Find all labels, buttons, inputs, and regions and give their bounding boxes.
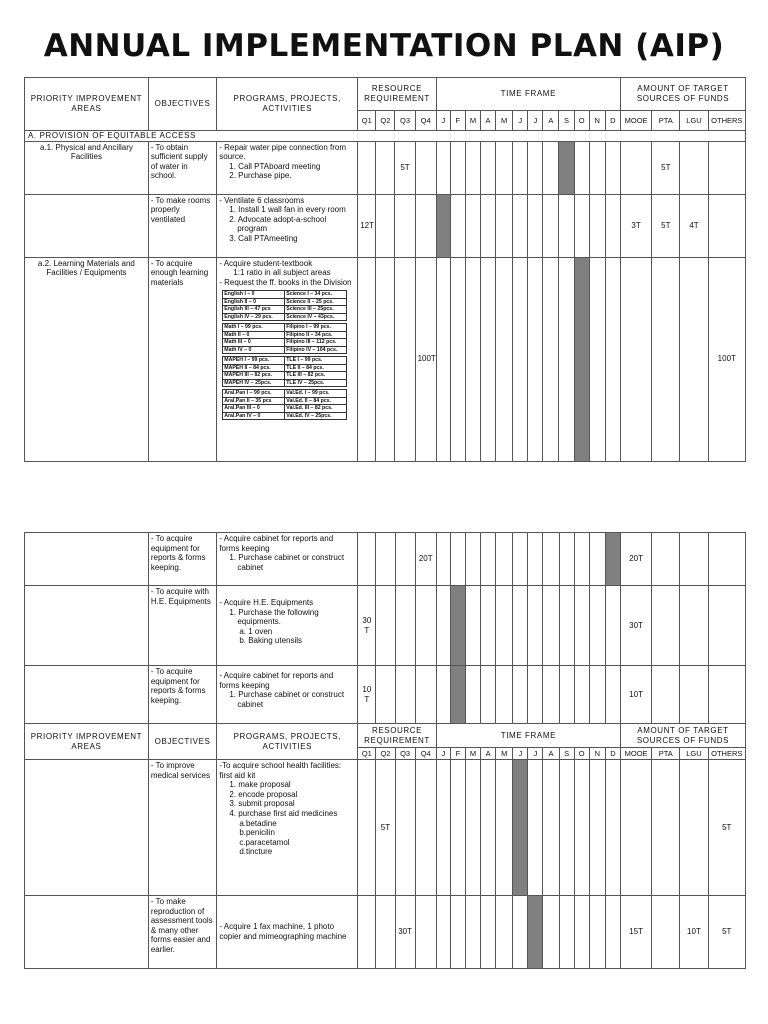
program-cell: [217, 141, 358, 194]
book-quantity: 99 pcs.: [245, 324, 263, 331]
book-entry: MAPEH IV – 25pcs.: [223, 379, 285, 387]
book-subject: Val.Ed. II: [286, 397, 308, 404]
book-entry: Math II – 0: [223, 331, 285, 339]
program-line: - Request the ff. books in the Division: [219, 277, 352, 287]
book-quantity: 99 pcs.: [311, 390, 330, 397]
program-step: 3. Call PTAmeeting: [229, 233, 298, 243]
book-entry: Val.Ed. III – 82 pcs.: [285, 405, 347, 413]
book-subject: English I: [224, 291, 246, 298]
book-entry: Filipino I – 99 pcs.: [285, 324, 347, 332]
month-label: N: [589, 111, 605, 131]
program-line: - Acquire 1 fax machine, 1 photo copier and mimeographing machine: [219, 922, 347, 941]
book-entry: MAPEH II – 84 pcs.: [223, 364, 285, 372]
book-quantity: 25pcs.: [317, 306, 334, 313]
objective-cell: - To make rooms properly ventilated: [148, 194, 216, 257]
book-subject: TLE IV: [286, 379, 303, 386]
others-value: 5T: [708, 760, 745, 896]
program-cell: [217, 586, 358, 666]
book-subject: Aral.Pan III: [224, 405, 252, 412]
source-label: OTHERS: [708, 111, 745, 131]
quarter-label: Q1: [358, 748, 376, 760]
book-quantity: 0: [256, 405, 260, 412]
timeframe-bar: [559, 141, 574, 194]
book-entry: Science II – 25 pcs.: [285, 298, 347, 306]
book-subject: Aral.Pan II: [224, 397, 250, 404]
mooe-value: 15T: [620, 896, 651, 969]
area-cell: a.2. Learning Materials and Facilities / Equipments: [25, 257, 149, 461]
lgu-value: 10T: [680, 896, 708, 969]
book-quantity: 0: [247, 339, 251, 346]
header-funds: AMOUNT OF TARGET SOURCES OF FUNDS: [621, 78, 746, 111]
objective-cell: - To improve medical services: [148, 760, 216, 896]
month-label: J: [528, 111, 543, 131]
book-row: [223, 324, 347, 332]
book-subject: Math II: [224, 331, 241, 338]
aip-table-2: [24, 532, 746, 969]
month-label: F: [450, 111, 465, 131]
month-label: A: [480, 111, 495, 131]
book-quantity: 34 pcs.: [314, 291, 333, 298]
table-row: [25, 194, 746, 257]
program-substep: d.tincture: [239, 847, 273, 857]
book-quantity: 34 pcs.: [314, 331, 333, 338]
book-entry: English I – 0: [223, 291, 285, 299]
program-line: - Acquire cabinet for reports and forms keeping: [219, 671, 334, 690]
month-label: M: [496, 111, 513, 131]
book-subject: English IV: [224, 313, 250, 320]
program-step: 4. purchase first aid medicines: [229, 808, 338, 818]
book-entry: Filipino IV – 104 pcs.: [285, 346, 347, 354]
book-row: [223, 306, 347, 314]
book-subject: Filipino IV: [286, 346, 312, 353]
source-label: MOOE: [621, 111, 652, 131]
book-quantity: 47 pcs: [254, 306, 271, 313]
program-step: 3. submit proposal: [229, 799, 295, 809]
book-subject: Math I: [224, 324, 240, 331]
others-value: 5T: [708, 896, 745, 969]
objective-cell: - To acquire equipment for reports & forms keeping.: [148, 666, 216, 724]
program-cell: [217, 760, 358, 896]
mooe-value: 20T: [620, 533, 651, 586]
program-substep: a. 1 oven: [239, 626, 273, 636]
book-row: [223, 298, 347, 306]
books-table: [222, 290, 347, 420]
header-resource: RESOURCE REQUIREMENT: [358, 724, 437, 748]
book-quantity: 82 pcs.: [314, 405, 333, 412]
program-substep: b. Baking utensils: [239, 636, 303, 646]
book-quantity: 82 pcs.: [307, 372, 326, 379]
program-cell: [217, 666, 358, 724]
mooe-value: 3T: [621, 194, 652, 257]
book-entry: MAPEH I – 99 pcs.: [223, 357, 285, 365]
book-quantity: 104 pcs.: [316, 346, 338, 353]
timeframe-bar: [450, 666, 465, 724]
quarter-label: Q4: [415, 748, 436, 760]
book-quantity: 0: [257, 412, 261, 419]
book-subject: TLE II: [286, 364, 301, 371]
book-quantity: 99 pcs.: [251, 357, 270, 364]
book-row: [223, 364, 347, 372]
book-entry: MAPEH III – 82 pcs.: [223, 372, 285, 380]
book-entry: TLE I – 99 pcs.: [285, 357, 347, 365]
program-step: 1. Call PTAboard meeting: [229, 161, 321, 171]
book-subject: English II: [224, 298, 248, 305]
book-entry: Aral.Pan I – 99 pcs.: [223, 390, 285, 398]
book-subject: Science III: [286, 306, 312, 313]
program-cell: [217, 896, 358, 969]
book-row: [223, 412, 347, 420]
book-quantity: 43pcs.: [318, 313, 335, 320]
book-quantity: 99 pcs.: [304, 357, 323, 364]
q1-value: 12T: [358, 194, 376, 257]
lgu-value: 4T: [680, 194, 708, 257]
month-label: A: [481, 748, 496, 760]
source-label: OTHERS: [708, 748, 745, 760]
book-quantity: 25pcs.: [308, 379, 325, 386]
timeframe-bar: [528, 896, 543, 969]
objective-cell: - To acquire enough learning materials: [148, 257, 216, 461]
book-entry: Val.Ed. IV – 25pcs.: [285, 412, 347, 420]
quarter-label: Q2: [376, 748, 395, 760]
area-cell: a.1. Physical and Ancillary Facilities: [25, 141, 149, 194]
header-objectives: OBJECTIVES: [148, 724, 216, 760]
quarter-label: Q3: [395, 111, 415, 131]
page-title: ANNUAL IMPLEMENTATION PLAN (AIP): [43, 28, 725, 64]
book-row: [223, 346, 347, 354]
book-quantity: 99 pcs.: [313, 324, 331, 331]
program-step: 1. Purchase cabinet or construct cabinet: [229, 553, 345, 572]
book-quantity: 84 pcs.: [253, 364, 271, 371]
quarter-label: Q3: [395, 748, 415, 760]
book-subject: Filipino III: [286, 339, 311, 346]
header-areas: PRIORITY IMPROVEMENT AREAS: [25, 724, 149, 760]
book-quantity: 0: [253, 298, 256, 305]
q3-value: 5T: [395, 141, 415, 194]
month-label: J: [528, 748, 543, 760]
book-row: [223, 372, 347, 380]
book-entry: Science III – 25pcs.: [285, 306, 347, 314]
book-subject: Science IV: [286, 313, 313, 320]
book-subject: Filipino I: [286, 324, 308, 331]
book-quantity: 25 pcs.: [315, 298, 334, 305]
book-entry: Aral.Pan IV – 0: [223, 412, 285, 420]
book-row: [223, 313, 347, 321]
book-quantity: 84 pcs.: [313, 397, 331, 404]
quarter-label: Q1: [358, 111, 376, 131]
book-row: [223, 390, 347, 398]
month-label: A: [543, 748, 559, 760]
book-entry: Aral.Pan II – 35 pcs: [223, 397, 285, 405]
book-subject: Aral.Pan I: [224, 390, 249, 397]
book-subject: Val.Ed. III: [286, 405, 310, 412]
book-quantity: 0: [251, 291, 255, 298]
timeframe-bar: [574, 257, 589, 461]
header-timeframe: TIME FRAME: [436, 724, 620, 748]
book-subject: Aral.Pan IV: [224, 412, 252, 419]
book-subject: Math IV: [224, 346, 243, 353]
book-entry: Filipino III – 112 pcs.: [285, 339, 347, 347]
timeframe-bar: [450, 586, 465, 666]
month-label: O: [574, 748, 589, 760]
source-label: LGU: [680, 748, 708, 760]
timeframe-bar: [605, 533, 620, 586]
program-line: - Acquire student-textbook: [219, 258, 313, 268]
mooe-value: 30T: [620, 586, 651, 666]
program-line: -To acquire school health facilities: first aid kit: [219, 761, 342, 780]
book-subject: English III: [224, 306, 249, 313]
program-step: 1. Purchase the following equipments.: [229, 607, 319, 627]
book-entry: Filipino II – 34 pcs.: [285, 331, 347, 339]
q4-value: 20T: [415, 533, 436, 586]
program-cell: [217, 194, 358, 257]
book-entry: Science I – 34 pcs.: [285, 291, 347, 299]
table-row: [25, 666, 746, 724]
book-subject: MAPEH II: [224, 364, 248, 371]
book-quantity: 0: [248, 346, 252, 353]
program-cell: [217, 257, 358, 461]
book-subject: Val.Ed. I: [286, 390, 307, 397]
month-label: J: [513, 748, 528, 760]
month-label: J: [436, 111, 450, 131]
book-subject: MAPEH III: [224, 372, 249, 379]
source-label: PTA: [652, 748, 680, 760]
table-row: [25, 760, 746, 896]
program-line: 1:1 ratio in all subject areas: [233, 268, 331, 278]
month-label: J: [513, 111, 528, 131]
book-row: [223, 379, 347, 387]
table-row: [25, 257, 746, 461]
book-row: [223, 405, 347, 413]
mooe-value: 10T: [620, 666, 651, 724]
book-quantity: 25pcs.: [255, 379, 272, 386]
month-label: O: [574, 111, 589, 131]
book-quantity: 84 pcs.: [306, 364, 324, 371]
book-entry: Math IV – 0: [223, 346, 285, 354]
objective-cell: - To acquire with H.E. Equipments: [148, 586, 216, 666]
book-subject: Science II: [286, 298, 311, 305]
book-subject: Filipino II: [286, 331, 310, 338]
header-timeframe: TIME FRAME: [436, 78, 620, 111]
program-step: 1. make proposal: [229, 780, 291, 790]
month-label: J: [436, 748, 450, 760]
program-step: 2. Purchase pipe.: [229, 171, 292, 181]
program-substep: b.penicilin: [239, 828, 275, 838]
q2-value: 5T: [376, 760, 395, 896]
q4-value: 100T: [415, 257, 436, 461]
source-label: MOOE: [620, 748, 651, 760]
month-label: A: [543, 111, 559, 131]
timeframe-bar: [436, 194, 450, 257]
book-entry: Science IV – 43pcs.: [285, 313, 347, 321]
book-subject: Val.Ed. IV: [286, 412, 310, 419]
book-row: [223, 357, 347, 365]
program-line: - Acquire H.E. Equipments: [219, 598, 314, 607]
book-entry: Val.Ed. I – 99 pcs.: [285, 390, 347, 398]
month-label: M: [465, 748, 480, 760]
book-entry: TLE III – 82 pcs.: [285, 372, 347, 380]
q1-value: 30 T: [358, 586, 376, 666]
month-label: M: [496, 748, 513, 760]
source-label: PTA: [652, 111, 680, 131]
pta-value: 5T: [652, 194, 680, 257]
q1-value: 10 T: [358, 666, 376, 724]
book-row: [223, 397, 347, 405]
book-row: [223, 331, 347, 339]
book-subject: MAPEH IV: [224, 379, 250, 386]
header-programs: PROGRAMS, PROJECTS, ACTIVITIES: [217, 724, 358, 760]
book-row: [223, 339, 347, 347]
month-label: N: [589, 748, 605, 760]
book-quantity: 99 pcs.: [253, 390, 272, 397]
book-quantity: 82 pcs.: [254, 372, 273, 379]
book-subject: Science I: [286, 291, 309, 298]
book-entry: English IV – 29 pcs.: [223, 313, 285, 321]
book-quantity: 112 pcs.: [316, 339, 337, 346]
program-step: 1. Purchase cabinet or construct cabinet: [229, 690, 345, 709]
book-quantity: 29 pcs.: [255, 313, 273, 320]
header-resource: RESOURCE REQUIREMENT: [358, 78, 437, 111]
book-entry: TLE IV – 25pcs.: [285, 379, 347, 387]
book-row: [223, 291, 347, 299]
month-label: D: [605, 748, 620, 760]
book-entry: Val.Ed. II – 84 pcs.: [285, 397, 347, 405]
book-subject: TLE I: [286, 357, 299, 364]
objective-cell: - To acquire equipment for reports & forms keeping.: [148, 533, 216, 586]
table-row: [25, 533, 746, 586]
pta-value: 5T: [652, 141, 680, 194]
header-objectives: OBJECTIVES: [148, 78, 216, 131]
program-line: - Ventilate 6 classrooms: [219, 195, 305, 205]
program-cell: [217, 533, 358, 586]
program-substep: c.paracetamol: [239, 837, 290, 847]
book-quantity: 35 pcs: [255, 397, 272, 404]
book-subject: MAPEH I: [224, 357, 246, 364]
header-programs: PROGRAMS, PROJECTS, ACTIVITIES: [217, 78, 358, 131]
month-label: D: [605, 111, 620, 131]
others-value: 100T: [708, 257, 745, 461]
book-subject: Math III: [224, 339, 243, 346]
book-entry: English III – 47 pcs: [223, 306, 285, 314]
program-substep: a.betadine: [239, 818, 277, 828]
program-step: 2. Advocate adopt-a-school program: [229, 214, 327, 234]
book-subject: TLE III: [286, 372, 302, 379]
table-row: [25, 896, 746, 969]
book-quantity: 25pcs.: [315, 412, 332, 419]
objective-cell: - To obtain sufficient supply of water in school.: [148, 141, 216, 194]
source-label: LGU: [680, 111, 708, 131]
section-title: A. PROVISION OF EQUITABLE ACCESS: [25, 131, 746, 142]
program-step: 2. encode proposal: [229, 789, 298, 799]
table-row: [25, 586, 746, 666]
program-step: 1. Install 1 wall fan in every room: [229, 205, 346, 215]
month-label: F: [450, 748, 465, 760]
book-quantity: 0: [246, 331, 250, 338]
book-entry: English II – 0: [223, 298, 285, 306]
book-entry: TLE II – 84 pcs.: [285, 364, 347, 372]
program-line: - Acquire cabinet for reports and forms keeping: [219, 534, 334, 553]
header-funds: AMOUNT OF TARGET SOURCES OF FUNDS: [620, 724, 745, 748]
book-entry: Math III – 0: [223, 339, 285, 347]
quarter-label: Q2: [376, 111, 395, 131]
timeframe-bar: [513, 760, 528, 896]
q3-value: 30T: [395, 896, 415, 969]
table-row: [25, 141, 746, 194]
header-areas: PRIORITY IMPROVEMENT AREAS: [25, 78, 149, 131]
month-label: S: [559, 111, 574, 131]
objective-cell: - To make reproduction of assessment tools & many other forms easier and earlier.: [148, 896, 216, 969]
book-entry: Aral.Pan III – 0: [223, 405, 285, 413]
aip-table-1: [24, 77, 746, 462]
program-line: - Repair water pipe connection from source.: [219, 142, 346, 162]
month-label: S: [559, 748, 574, 760]
book-entry: Math I – 99 pcs.: [223, 324, 285, 332]
quarter-label: Q4: [415, 111, 436, 131]
month-label: M: [465, 111, 480, 131]
